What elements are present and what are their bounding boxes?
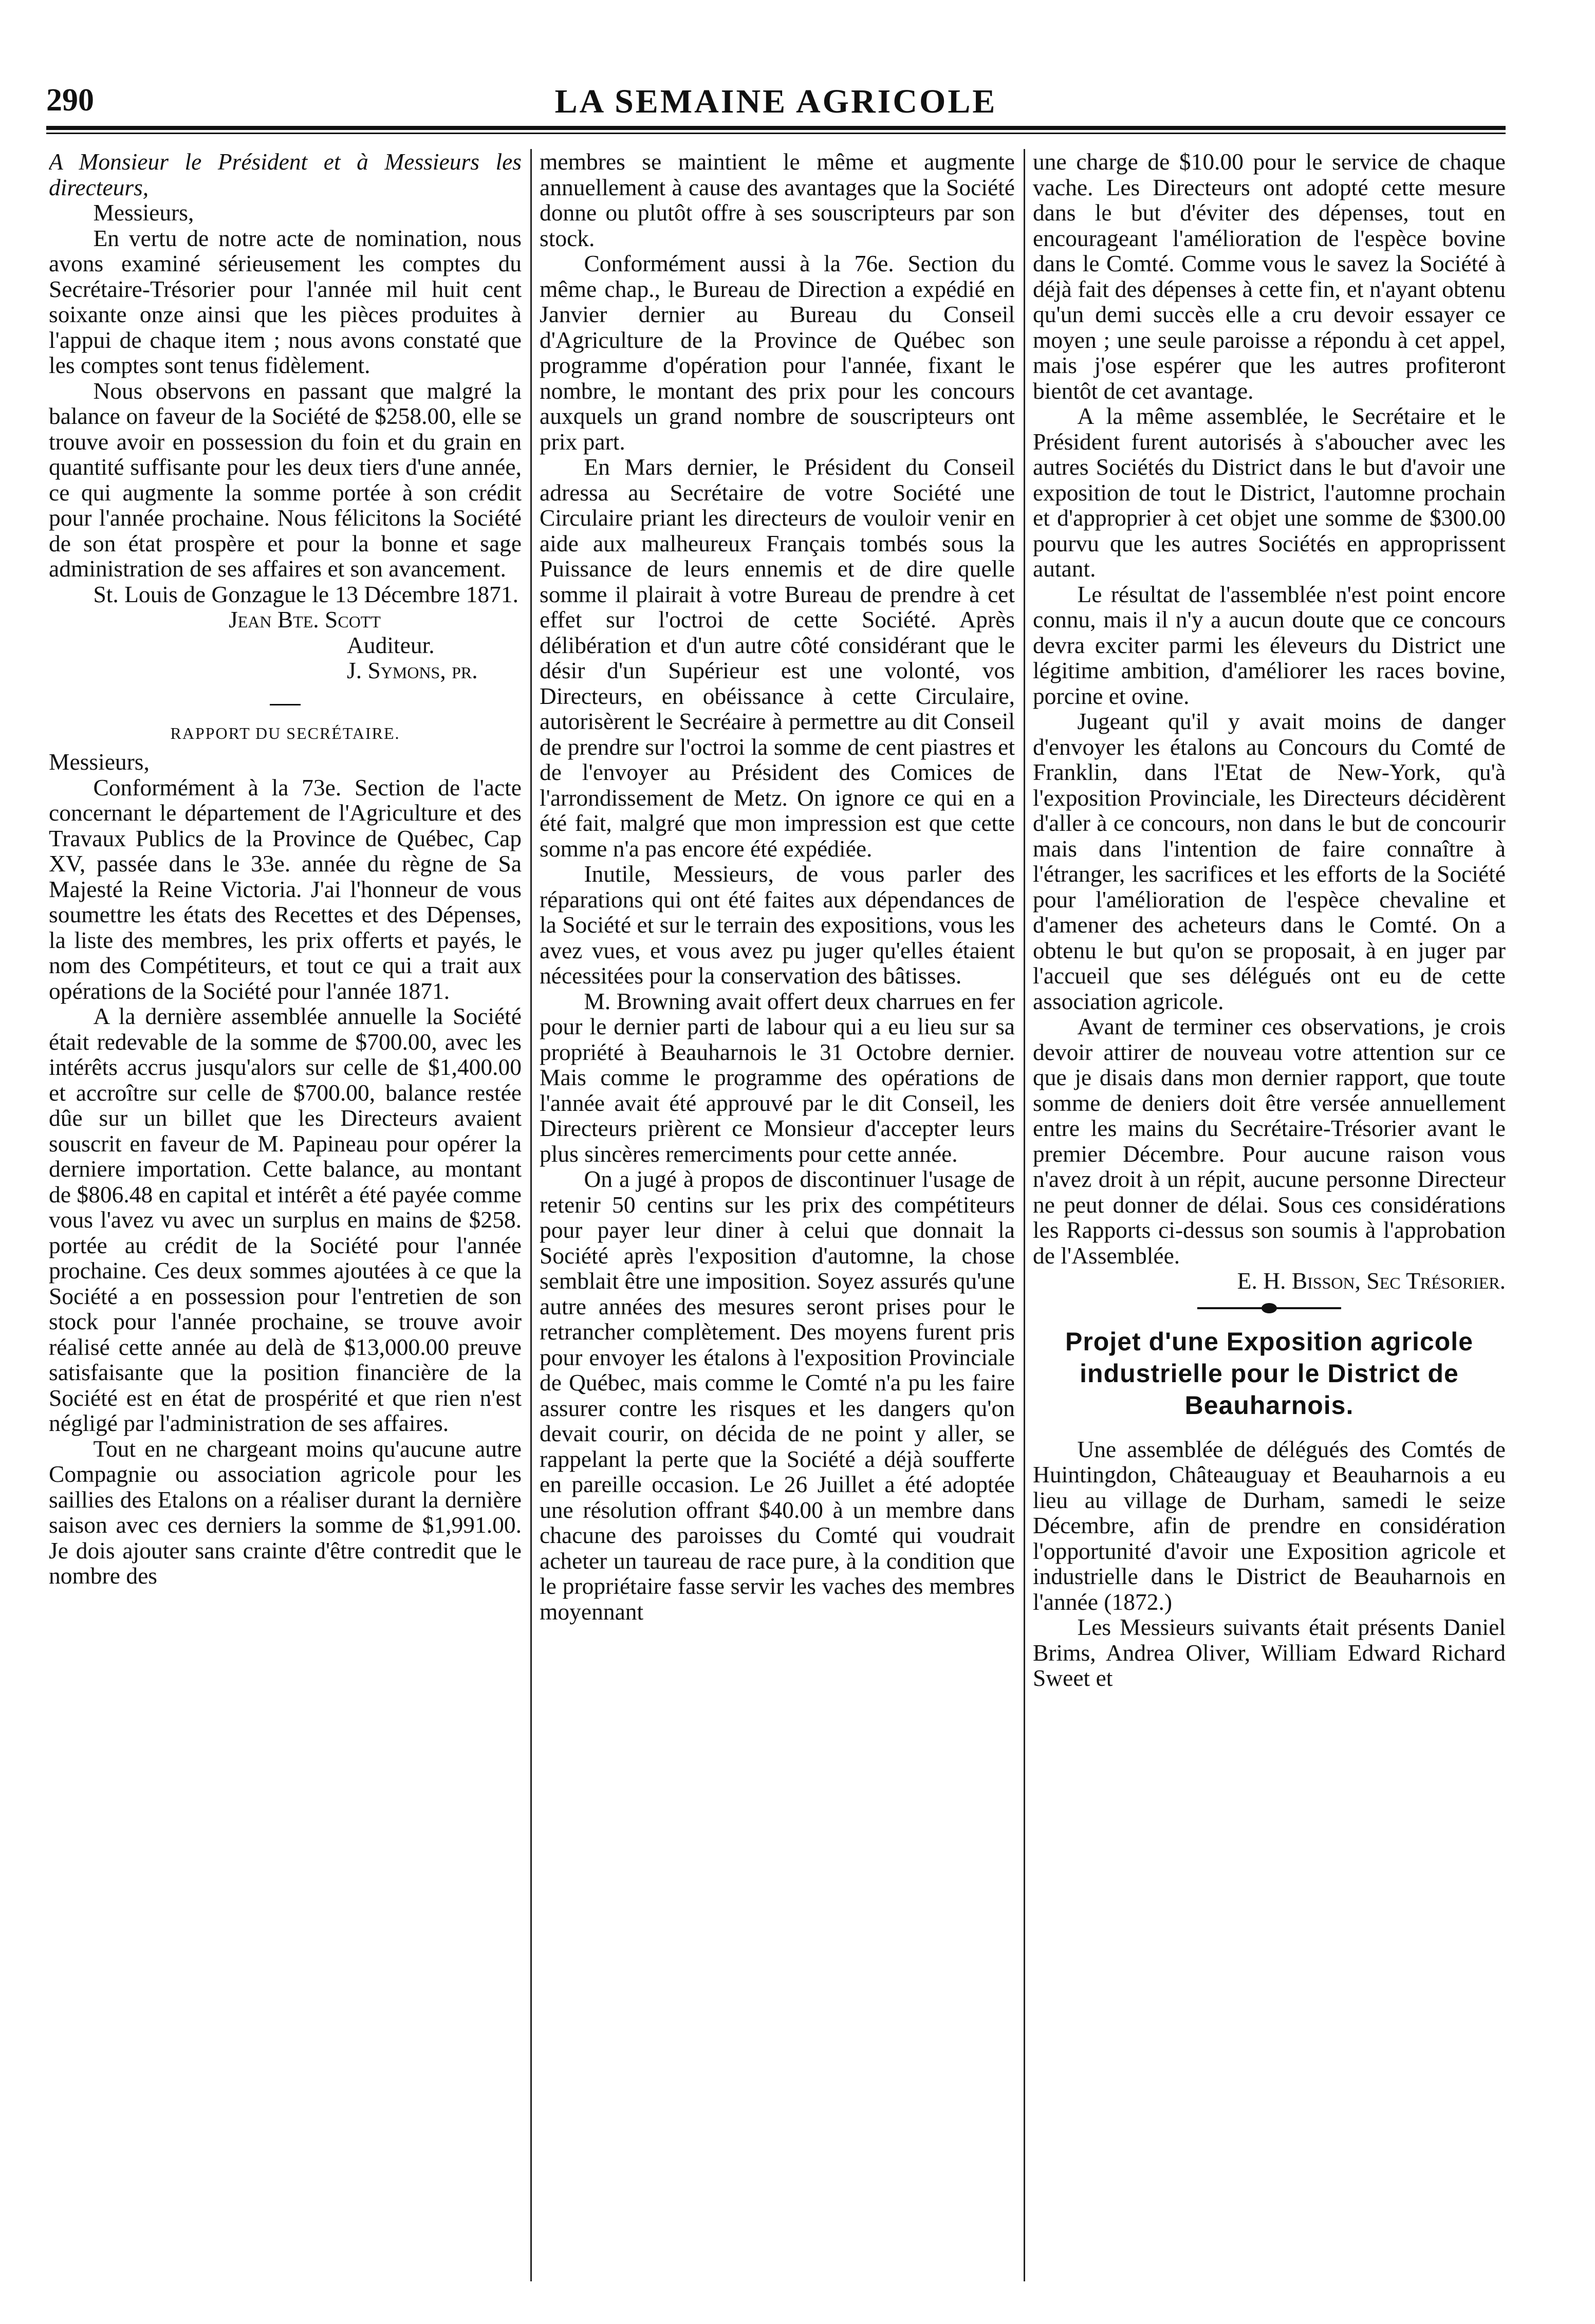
article-title: Projet d'une Exposition agricole industrielle pour le District de Beauharnois. [1065, 1327, 1473, 1420]
report-paragraph-11: A la même assemblée, le Secrétaire et le Président furent autorisés à s'aboucher avec les autres Sociétés du District dans le but d'avoir une exposition de tout le District, l'automne prochain et d'approprier à cet objet une somme de $300.00 pourvu que les autres Sociétés en approprissent autant. [1033, 403, 1506, 582]
header-rule-thick [46, 126, 1506, 130]
report-paragraph-9: On a jugé à propos de discontinuer l'usage de retenir 50 centins sur les prix des compétiteurs pour payer leur diner à celui que donnait la Société après l'exposition d'automne, la chose semblait être une imposition. Soyez assurés qu'une autre années des mesures seront prises pour le retrancher complètement. Des moyens furent pris pour envoyer les étalons à l'exposition Provinciale de Québec, mais comme le Comté n'a pu les faire assurer contre les risques et les dangers qu'on devait courir, on décida de ne point y aller, se rappelant la perte que la Société a déjà soufferte en pareille occasion. Le 26 Juillet a été adoptée une résolution offrant $40.00 à un membre dans chacune des paroisses du Comté qui voudrait acheter un taureau de race pure, à la condition que le propriétaire fasse servir les vaches des membres moyennant [540, 1166, 1015, 1625]
report-salutation: Messieurs, [49, 749, 150, 775]
report-paragraph-5: Conformément aussi à la 76e. Section du même chap., le Bureau de Direction a expédié en Janvier dernier au Bureau du Conseil d'Agriculture de la Province de Québec son programme d'opération pour l'année, fixant le nombre, le montant des prix pour les concours auxquels un grand nombre de souscripteurs ont prix part. [540, 250, 1015, 455]
column-3 [1033, 149, 1506, 2281]
auditor-date-line: St. Louis de Gonzague le 13 Décembre 1871. [93, 581, 519, 607]
report-paragraph-3: Tout en ne chargeant moins qu'aucune autre Compagnie ou association agricole pour les saillies des Etalons on a réaliser durant la dernière saison avec ces derniers la somme de $1,991.00. Je dois ajouter sans crainte d'être contredit que le nombre des [49, 1435, 522, 1589]
report-paragraph-8: M. Browning avait offert deux charrues en fer pour le dernier parti de labour qui a eu lieu sur sa propriété à Beauharnois le 31 Octobre dernier. Mais comme le programme des opérations de l'année avait été approuvé par le dit Conseil, les Directeurs prièrent ce Monsieur d'accepter leurs plus sincères remerciments pour cette année. [540, 988, 1015, 1167]
section-separator [270, 704, 301, 705]
report-paragraph-6: En Mars dernier, le Président du Conseil adressa au Secrétaire de votre Société une Circulaire priant les directeurs de vouloir venir en aide aux malheureux Français tombés sous la Puissance de leurs ennemis et de dire quelle somme il plairait à votre Bureau de prendre à cet effet sur l'octroi de cette Société. Après délibération et d'un autre côté considérant que le désir d'un Supérieur est une volonté, vos Directeurs, en obéissance à cette Circulaire, autorisèrent le Secréaire à permettre au dit Conseil de prendre sur l'octroi la somme de cent piastres et de l'envoyer au Président des Comices de l'arrondissement de Metz. On ignore ce qui en a été fait, malgré que mon impression est que cette somme n'a pas encore été expédiée. [540, 454, 1015, 862]
report-paragraph-13: Jugeant qu'il y avait moins de danger d'envoyer les étalons au Concours du Comté de Franklin, dans l'Etat de New-York, qu'à l'exposition Provinciale, les Directeurs décidèrent d'aller à ce concours, non dans le but de concourir mais dans l'intention de faire connaître à l'étranger, les sacrifices et les efforts de la Société pour l'amélioration de l'espèce chevaline et d'amener des acheteurs dans le Comté. On a obtenu le but qu'on se proposait, à en juger par l'accueil que ses délégués ont eu de cette association agricole. [1033, 708, 1506, 1014]
column-divider-2 [1024, 149, 1025, 2281]
report-paragraph-7: Inutile, Messieurs, de vous parler des réparations qui ont été faites aux dépendances de la Société et sur le terrain des expositions, vous les avez vues, et vous avez pu juger qu'elles étaient nécessitées pour la conservation des bâtisses. [540, 861, 1015, 989]
auditor-paragraph-1: En vertu de notre acte de nomination, nous avons examiné sérieusement les comptes du Secrétaire-Trésorier pour l'année mil huit cent soixante onze ainsi que les pièces produites à l'appui de chaque item ; nous avons constaté que les comptes sont tenus fidèlement. [49, 225, 522, 378]
report-paragraph-12: Le résultat de l'assemblée n'est point encore connu, mais il n'y a aucun doute que ce concours devra exciter parmi les éleveurs du District une légitime ambition, d'améliorer les races bovine, porcine et ovine. [1033, 581, 1506, 709]
column-divider-1 [530, 149, 532, 2281]
auditor-signer-1: Jean Bte. Scott [229, 606, 381, 633]
page-number: 290 [46, 83, 94, 118]
column-1 [49, 149, 522, 2281]
report-paragraph-2: A la dernière assemblée annuelle la Société était redevable de la somme de $700.00, avec les intérêts accrus jusqu'alors sur celle de $1,400.00 et accroître sur celle de $700.00, balance restée dûe sur un billet que les Directeurs avaient souscrit en faveur de M. Papineau pour opérer la derniere importation. Cette balance, au montant de $806.48 en capital et intérêt a été payée comme vous l'avez vu avec un surplus en mains de $258. portée au crédit de la Société pour l'année prochaine. Ces deux sommes ajoutées à ce que la Société a en possession pour l'entretien de son stock pour l'année prochaine, se trouve avoir réalisé cette année au delà de $13,000.00 preuve satisfaisante que la position financière de la Société est en état de prospérité et que rien n'est négligé par l'administration de ses affaires. [49, 1003, 522, 1436]
report-paragraph-4: membres se maintient le même et augmente annuellement à cause des avantages que la Société donne ou plutôt offre à ses souscripteurs par son stock. [540, 149, 1015, 251]
ornament-dot [1262, 1303, 1277, 1313]
journal-title: LA SEMAINE AGRICOLE [554, 83, 997, 120]
header-rule-thin [46, 133, 1506, 134]
column-2 [540, 149, 1015, 2281]
auditor-signer-1-title: Auditeur. [347, 631, 435, 658]
section-heading: RAPPORT DU SECRÉTAIRE. [170, 723, 400, 742]
report-paragraph-1: Conformément à la 73e. Section de l'acte concernant le département de l'Agriculture et des Travaux Publics de la Province de Québec, Cap XV, passée dans le 33e. année du règne de Sa Majesté la Reine Victoria. J'ai l'honneur de vous soumettre les états des Recettes et des Dépenses, la liste des membres, les prix offerts et payés, le nom des Compétiteurs, et tout ce qui a trait aux opérations de la Société pour l'année 1871. [49, 774, 522, 1004]
article-paragraph-1: Une assemblée de délégués des Comtés de Huintingdon, Châteauguay et Beauharnois a eu lieu au village de Durham, samedi le seize Décembre, afin de prendre en considération l'opportunité d'avoir une Exposition agricole et industrielle dans le District de Beauharnois en l'année (1872.) [1033, 1436, 1506, 1615]
report-paragraph-10: une charge de $10.00 pour le service de chaque vache. Les Directeurs ont adopté cette mesure dans le but d'éviter des dépenses, tout en encourageant l'amélioration de l'espèce bovine dans le Comté. Comme vous le savez la Société à déjà fait des dépenses à cette fin, et n'ayant obtenu qu'un demi succès elle a cru devoir essayer ce moyen ; une seule paroisse a répondu à cet appel, mais j'ose espérer que les autres profiteront bientôt de cet avantage. [1033, 149, 1506, 404]
secretary-signature: E. H. Bisson, Sec Trésorier. [1237, 1268, 1506, 1294]
ornamental-separator [1033, 1303, 1506, 1313]
report-paragraph-14: Avant de terminer ces observations, je crois devoir attirer de nouveau votre attention sur ce que je disais dans mon dernier rapport, que toute somme de deniers doit être versée annuellement entre les mains du Secrétaire-Trésorier avant le premier Décembre. Pour aucune raison vous n'avez droit à un répit, aucune personne Directeur ne peut donner de délai. Sous ces considérations les Rapports ci-dessus son soumis à l'approbation de l'Assemblée. [1033, 1013, 1506, 1269]
auditor-paragraph-2: Nous observons en passant que malgré la balance on faveur de la Société de $258.00, elle se trouve avoir en possession du foin et du grain en quantité suffisante pour les deux tiers d'une année, ce qui augmente la somme portée à son crédit pour l'année prochaine. Nous félicitons la Société de son état prospère et pour la bonne et sage administration de ses affaires et son avancement. [49, 377, 522, 582]
auditor-signer-2: J. Symons, pr. [347, 657, 478, 683]
salutation: A Monsieur le Président et à Messieurs les directeurs, [49, 149, 522, 200]
article-paragraph-2: Les Messieurs suivants était présents Daniel Brims, Andrea Oliver, William Edward Richard Sweet et [1033, 1614, 1506, 1691]
page-header [46, 82, 1506, 128]
salutation-messieurs: Messieurs, [93, 199, 194, 226]
